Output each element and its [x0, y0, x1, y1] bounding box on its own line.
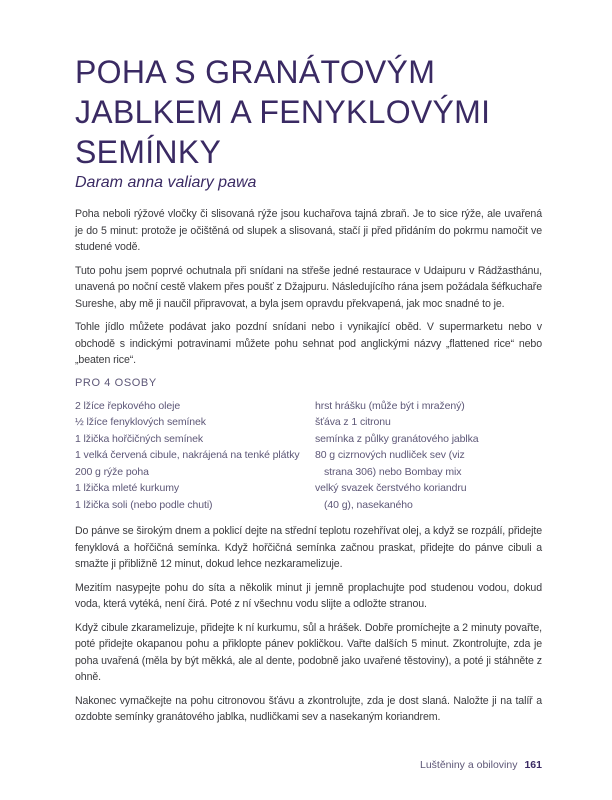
ingredient-line: šťáva z 1 citronu — [315, 416, 391, 428]
ingredient-line: velký svazek čerstvého koriandru — [315, 482, 467, 494]
ingredient-line: hrst hrášku (může být i mražený) — [315, 399, 465, 412]
recipe-title-line-3: SEMÍNKY — [75, 134, 222, 170]
ingredient-line: semínka z půlky granátového jablka — [315, 432, 479, 445]
method-paragraph-1: Do pánve se širokým dnem a poklicí dejte na střední teplotu rozehřívat olej, a když se rozpálí, přidejte fenyklová a hořčičná semínka. Když hořčičná semínka začnou praskat, přidejte do pánve cibuli a smažte ji přibližně 12 minut, dokud lehce nezkaramelizuje. — [75, 525, 542, 570]
recipe-title-line-2: JABLKEM A FENYKLOVÝMI — [75, 94, 491, 130]
ingredient-line: 2 lžíce řepkového oleje — [75, 399, 181, 412]
page-footer — [420, 758, 542, 772]
ingredient-line: 1 lžička hořčičných semínek — [75, 432, 204, 445]
recipe-title — [75, 52, 542, 172]
method-paragraph-3: Když cibule zkaramelizuje, přidejte k ní kurkumu, sůl a hrášek. Dobře promíchejte a 2 minuty povařte, poté přidejte okapanou pohu a přiklopte pánev pokličkou. Vařte dalších 5 minut. Zkontrolujte, zda je poha uvařená (měla by být měkká, ale al dente, podobně jako uvařené těstoviny), a poté ji stáhněte z ohně. — [75, 621, 542, 683]
intro-paragraph-3: Tohle jídlo můžete podávat jako pozdní snídani nebo i vynikající oběd. V supermarketu nebo v obchodě s indickými potravinami můžete pohu sehnat pod anglickými názvy „flattened rice“ nebo „beaten rice“. — [75, 321, 542, 366]
footer-page-number: 161 — [524, 759, 542, 771]
method-paragraph-4: Nakonec vymačkejte na pohu citronovou šťávu a zkontrolujte, zda je dost slaná. Naložte ji na talíř a ozdobte semínky granátového jablka, nudličkami sev a nasekaným koriandrem. — [75, 694, 542, 723]
ingredients-column-right — [315, 398, 479, 514]
servings-header: PRO 4 OSOBY — [75, 376, 157, 389]
ingredient-line: 1 lžička mleté kurkumy — [75, 482, 179, 494]
ingredient-line: 200 g rýže poha — [75, 465, 149, 478]
page-content — [75, 0, 542, 726]
ingredient-line: ½ lžíce fenyklových semínek — [75, 416, 206, 428]
recipe-title-line-1: POHA S GRANÁTOVÝM — [75, 54, 436, 90]
ingredient-line: 1 velká červená cibule, nakrájená na tenké plátky — [75, 449, 300, 461]
ingredient-line: 80 g cizrnových nudliček sev (viz — [315, 449, 465, 461]
ingredients-section — [75, 398, 542, 514]
ingredient-line-continuation: strana 306) nebo Bombay mix — [324, 465, 462, 478]
intro-paragraph-1: Poha neboli rýžové vločky či slisovaná rýže jsou kuchařova tajná zbraň. Je to sice rýže, ale uvařená je do 5 minut: protože je očištěná od slupek a slisovaná, stačí ji před přidáním do pokrmu namočit ve studené vodě. — [75, 208, 542, 253]
ingredient-line: 1 lžička soli (nebo podle chuti) — [75, 498, 213, 511]
footer-section-label: Luštěniny a obiloviny — [419, 759, 518, 771]
method-section — [75, 523, 542, 726]
ingredient-line-continuation: (40 g), nasekaného — [324, 498, 413, 511]
recipe-subtitle: Daram anna valiary pawa — [75, 174, 257, 191]
intro-paragraph-2: Tuto pohu jsem poprvé ochutnala při snídani na střeše jedné restaurace v Udaipuru v Rádžasthánu, unavená po noční cestě vlakem přes poušť z Džajpuru. Následujícího rána jsem požádala šéfkuchaře Sureshe, aby mě ji naučil připravovat, a byla jsem opravdu překvapená, jak moc snadné to je. — [75, 264, 542, 310]
method-paragraph-2: Mezitím nasypejte pohu do síta a několik minut ji jemně proplachujte pod studenou vodou, dokud voda, která vytéká, není čirá. Poté z ní všechnu vodu slijte a odložte stranou. — [75, 581, 542, 610]
